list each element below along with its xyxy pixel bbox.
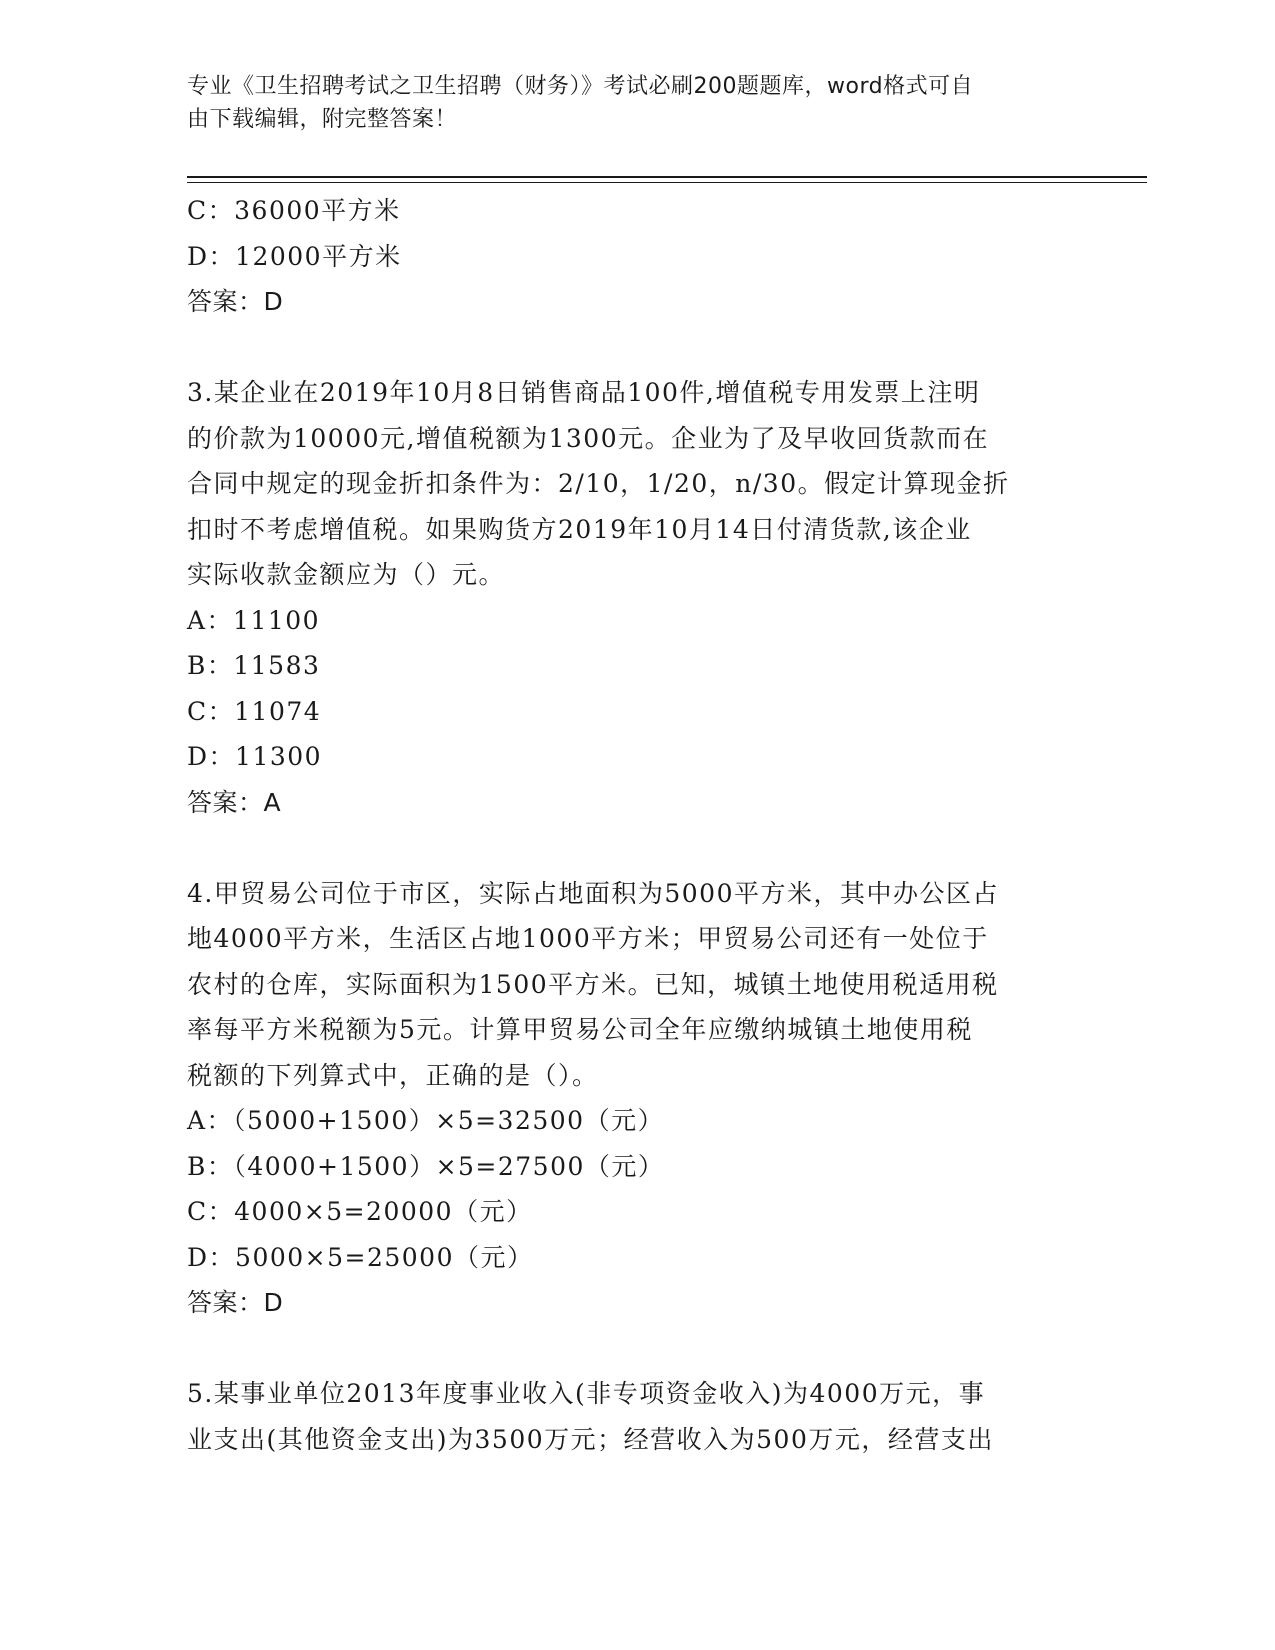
- option-c: C：36000平方米: [187, 196, 401, 225]
- answer: 答案：A: [187, 787, 282, 817]
- page-header: [187, 70, 1067, 136]
- option-d: D：11300: [187, 742, 323, 771]
- header-rule-thin: [187, 182, 1147, 183]
- option-c: C：11074: [187, 696, 322, 726]
- header-rule-thick: [187, 176, 1147, 178]
- spacer: [187, 1326, 1067, 1372]
- question-text-line: 5.某事业单位2013年度事业收入(非专项资金收入)为4000万元，事: [187, 1379, 986, 1408]
- answer: 答案：D: [187, 287, 284, 316]
- question-text-line: 合同中规定的现金折扣条件为：2/10，1/20，n/30。假定计算现金折: [187, 469, 1010, 498]
- header-line-2: 由下载编辑，附完整答案！: [187, 107, 458, 132]
- question-4: [187, 871, 1067, 1326]
- question-text-line: 4.甲贸易公司位于市区，实际占地面积为5000平方米，其中办公区占: [187, 878, 999, 908]
- question-text-line: 率每平方米税额为5元。计算甲贸易公司全年应缴纳城镇土地使用税: [187, 1015, 973, 1044]
- option-c: C：4000×5=20000（元）: [187, 1197, 533, 1226]
- question-text-line: 3.某企业在2019年10月8日销售商品100件,增值税专用发票上注明: [187, 378, 981, 407]
- option-d: D：12000平方米: [187, 241, 402, 271]
- document-body: [187, 188, 1067, 1462]
- option-a: A：（5000+1500）×5=32500（元）: [187, 1106, 665, 1135]
- question-3: [187, 370, 1067, 825]
- header-line-1: 专业《卫生招聘考试之卫生招聘（财务）》考试必刷200题题库，word格式可自: [187, 74, 974, 99]
- question-text-line: 业支出(其他资金支出)为3500万元；经营收入为500万元，经营支出: [187, 1424, 994, 1454]
- option-b: B：11583: [187, 651, 321, 680]
- option-d: D：5000×5=25000（元）: [187, 1242, 534, 1272]
- question-text-line: 的价款为10000元,增值税额为1300元。企业为了及早收回货款而在: [187, 423, 990, 453]
- question-text-line: 税额的下列算式中，正确的是（）。: [187, 1060, 599, 1090]
- option-a: A：11100: [187, 605, 321, 635]
- question-text-line: 地4000平方米，生活区占地1000平方米；甲贸易公司还有一处位于: [187, 924, 989, 953]
- question-text-line: 实际收款金额应为（）元。: [187, 560, 506, 589]
- option-b: B：（4000+1500）×5=27500（元）: [187, 1151, 665, 1181]
- question-2-tail: [187, 188, 1067, 325]
- spacer: [187, 325, 1067, 371]
- question-text-line: 农村的仓库，实际面积为1500平方米。已知，城镇土地使用税适用税: [187, 969, 999, 999]
- question-text-line: 扣时不考虑增值税。如果购货方2019年10月14日付清货款,该企业: [187, 514, 972, 544]
- spacer: [187, 825, 1067, 871]
- answer: 答案：D: [187, 1288, 284, 1317]
- question-5: [187, 1371, 1067, 1462]
